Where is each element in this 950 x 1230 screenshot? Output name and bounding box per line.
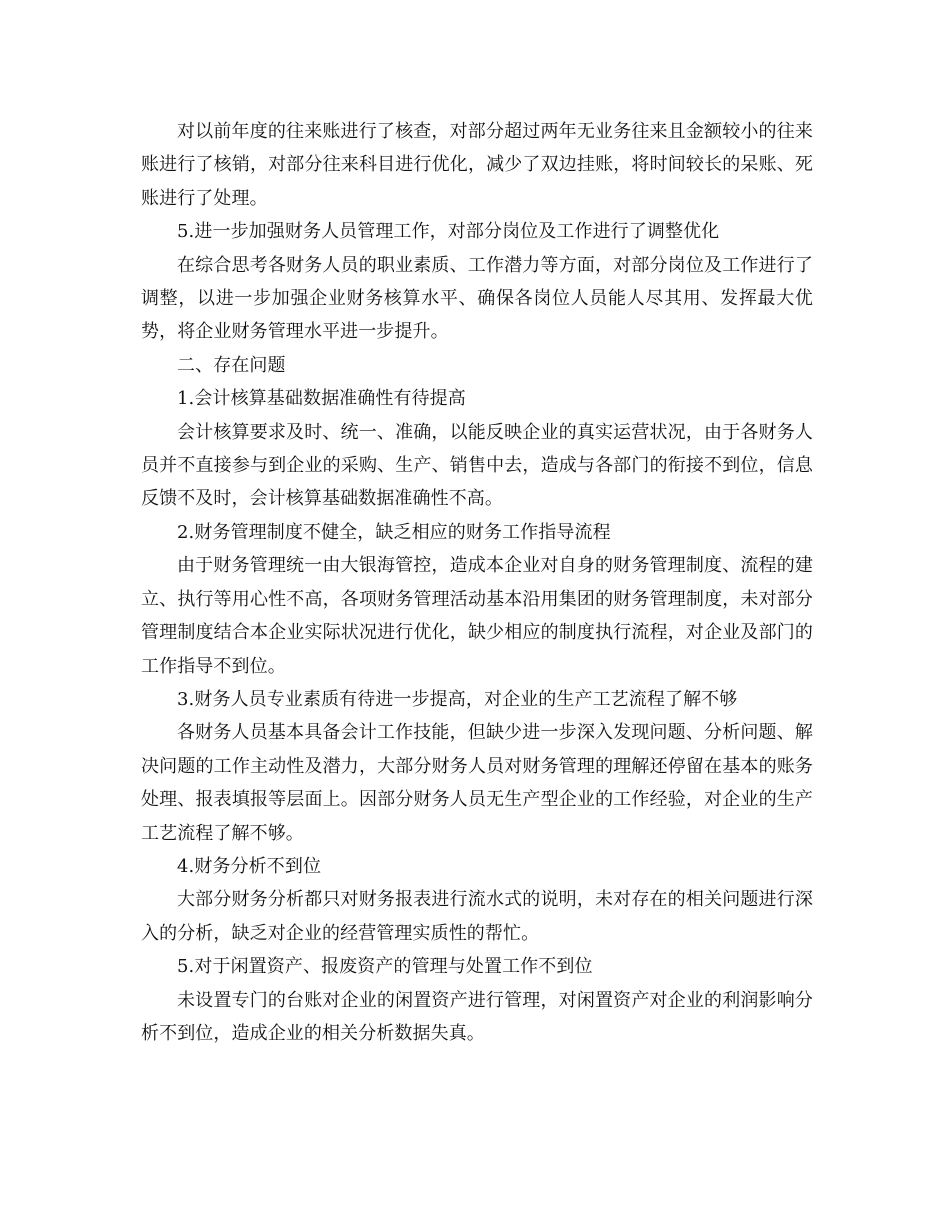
paragraph-issue-4: 大部分财务分析都只对财务报表进行流水式的说明，未对存在的相关问题进行深入的分析，缺乏对企业的经营管理实质性的帮忙。 [141, 889, 813, 944]
heading-issue-3: 3.财务人员专业素质有待进一步提高，对企业的生产工艺流程了解不够 [177, 688, 738, 710]
document-body [141, 115, 813, 1050]
heading-issue-2: 2.财务管理制度不健全，缺乏相应的财务工作指导流程 [177, 521, 611, 543]
section-heading-issues: 二、存在问题 [177, 354, 286, 376]
paragraph-issue-3: 各财务人员基本具备会计工作技能，但缺少进一步深入发现问题、分析问题、解决问题的工作主动性及潜力，大部分财务人员对财务管理的理解还停留在基本的账务处理、报表填报等层面上。因部分财务人员无生产型企业的工作经验，对企业的生产工艺流程了解不够。 [141, 722, 813, 844]
heading-issue-4: 4.财务分析不到位 [177, 855, 322, 877]
paragraph-issue-5: 未设置专门的台账对企业的闲置资产进行管理，对闲置资产对企业的利润影响分析不到位，造成企业的相关分析数据失真。 [141, 989, 813, 1044]
paragraph-issue-2: 由于财务管理统一由大银海管控，造成本企业对自身的财务管理制度、流程的建立、执行等用心性不高，各项财务管理活动基本沿用集团的财务管理制度，未对部分管理制度结合本企业实际状况进行优化，缺少相应的制度执行流程，对企业及部门的工作指导不到位。 [141, 555, 813, 677]
heading-issue-5: 5.对于闲置资产、报废资产的管理与处置工作不到位 [177, 956, 593, 978]
heading-staff-management: 5.进一步加强财务人员管理工作，对部分岗位及工作进行了调整优化 [177, 221, 720, 243]
heading-issue-1: 1.会计核算基础数据准确性有待提高 [177, 388, 466, 410]
paragraph-accounts-review: 对以前年度的往来账进行了核查，对部分超过两年无业务往来且金额较小的往来账进行了核销，对部分往来科目进行优化，减少了双边挂账，将时间较长的呆账、死账进行了处理。 [141, 121, 813, 209]
paragraph-issue-1: 会计核算要求及时、统一、准确，以能反映企业的真实运营状况，由于各财务人员并不直接参与到企业的采购、生产、销售中去，造成与各部门的衔接不到位，信息反馈不及时，会计核算基础数据准确性不高。 [141, 421, 813, 510]
paragraph-staff-management: 在综合思考各财务人员的职业素质、工作潜力等方面，对部分岗位及工作进行了调整，以进一步加强企业财务核算水平、确保各岗位人员能人尽其用、发挥最大优势，将企业财务管理水平进一步提升。 [141, 254, 813, 343]
